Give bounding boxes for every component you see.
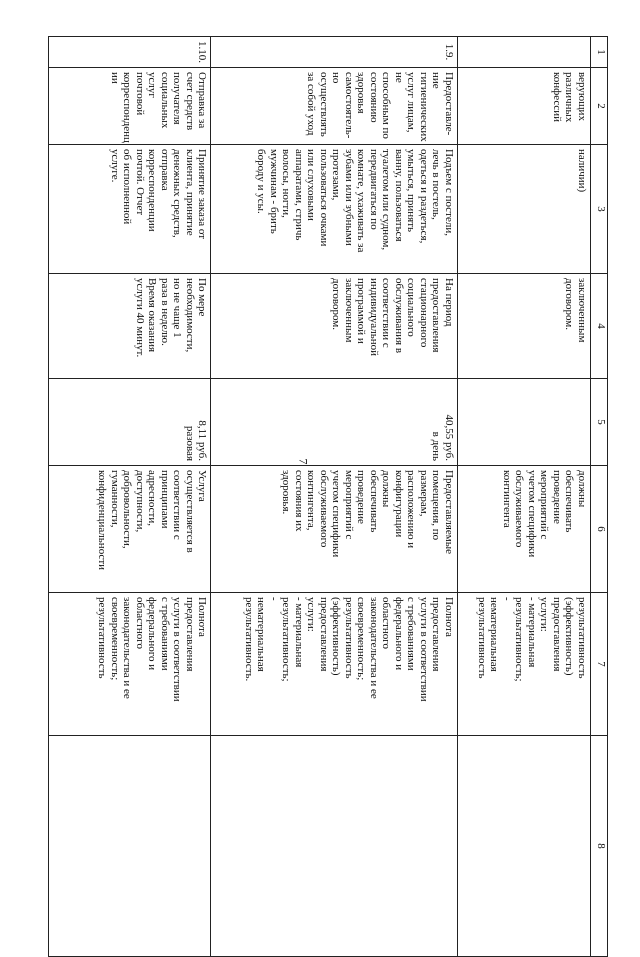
column-number-row [591,37,608,957]
column-header: 1 [591,37,608,68]
column-header: 6 [591,466,608,593]
service-results: Полнота предоставления услуги в соответствии с требованиями федерального и областного законодательства и ее своевременность; результативность [49,593,211,736]
column-header: 3 [591,145,608,274]
service-results: результативность (эффективность) предоставления услуги: - материальная результативность; - нематериальная результативность [457,593,590,736]
service-name: верующих различных конфессий [457,68,590,145]
column-header: 8 [591,736,608,957]
row-number: 1.10. [49,37,211,68]
service-price: 8,11 руб. разовая [49,379,211,466]
page-number: 7 [296,458,311,465]
column-header: 7 [591,593,608,736]
service-conditions: должны обеспечивать проведение мероприятий с учетом специфики обслуживаемого контингента [457,466,590,593]
service-results: Полнота предоставления услуги в соответствии с требованиями федерального и областного законодательства и ее своевременность; результативность (эффективность) предоставления услуги: - материальная результативность; - нематериальная результативность. [211,593,458,736]
row-number: 1.9. [211,37,458,68]
column-header: 2 [591,68,608,145]
service-price [457,379,590,466]
service-term: заключенным договором. [457,274,590,379]
services-table [48,36,608,957]
service-term: На период предоставления стационарного социального обслуживания в соответствии с индивидуальной программой и заключенным договором. [211,274,458,379]
service-content: Принятие заказа от клиента, принятие денежных средств, отправка корреспонденции почтой. Отчет об исполненной услуге. [49,145,211,274]
row-number [457,37,590,68]
table-row [211,37,458,957]
service-name: Предоставле- ние гигиенических услуг лицам, не способным по состоянию здоровья самостоятель- но осуществлять за собой уход [211,68,458,145]
service-col8 [457,736,590,957]
column-header: 5 [591,379,608,466]
service-col8 [49,736,211,957]
table-row [457,37,590,957]
services-table-wrapper [48,36,608,916]
service-content: Подъем с постели, лечь в постель, одеться и раздеться, умыться, принять ванну, пользоваться туалетом или судном, передвигаться по комнате, ухаживать за зубами или зубными протезами, пользоваться очками или слуховыми аппаратами, стричь волосы, ногти, мужчинам - брить бороду и усы. [211,145,458,274]
column-header: 4 [591,274,608,379]
service-content: наличии) [457,145,590,274]
service-conditions: Услуга осуществляется в соответствии с принципами адресности, доступности, добровольности, гуманности, конфиденциальности [49,466,211,593]
service-name: Отправка за счет средств получателя социальных услуг почтовой корреспонденц ии [49,68,211,145]
service-col8 [211,736,458,957]
service-price: 40,55 руб. в день [211,379,458,466]
table-row [49,37,211,957]
service-term: По мере необходимости, но не чаще 1 раза в неделю. Время оказания услуги 40 минут. [49,274,211,379]
service-conditions: Предоставляемые помещения, по размерам, расположению и конфигурации должны обеспечивать проведение мероприятий с учетом специфики обслуживаемого контингента, состояния их здоровья. [211,466,458,593]
